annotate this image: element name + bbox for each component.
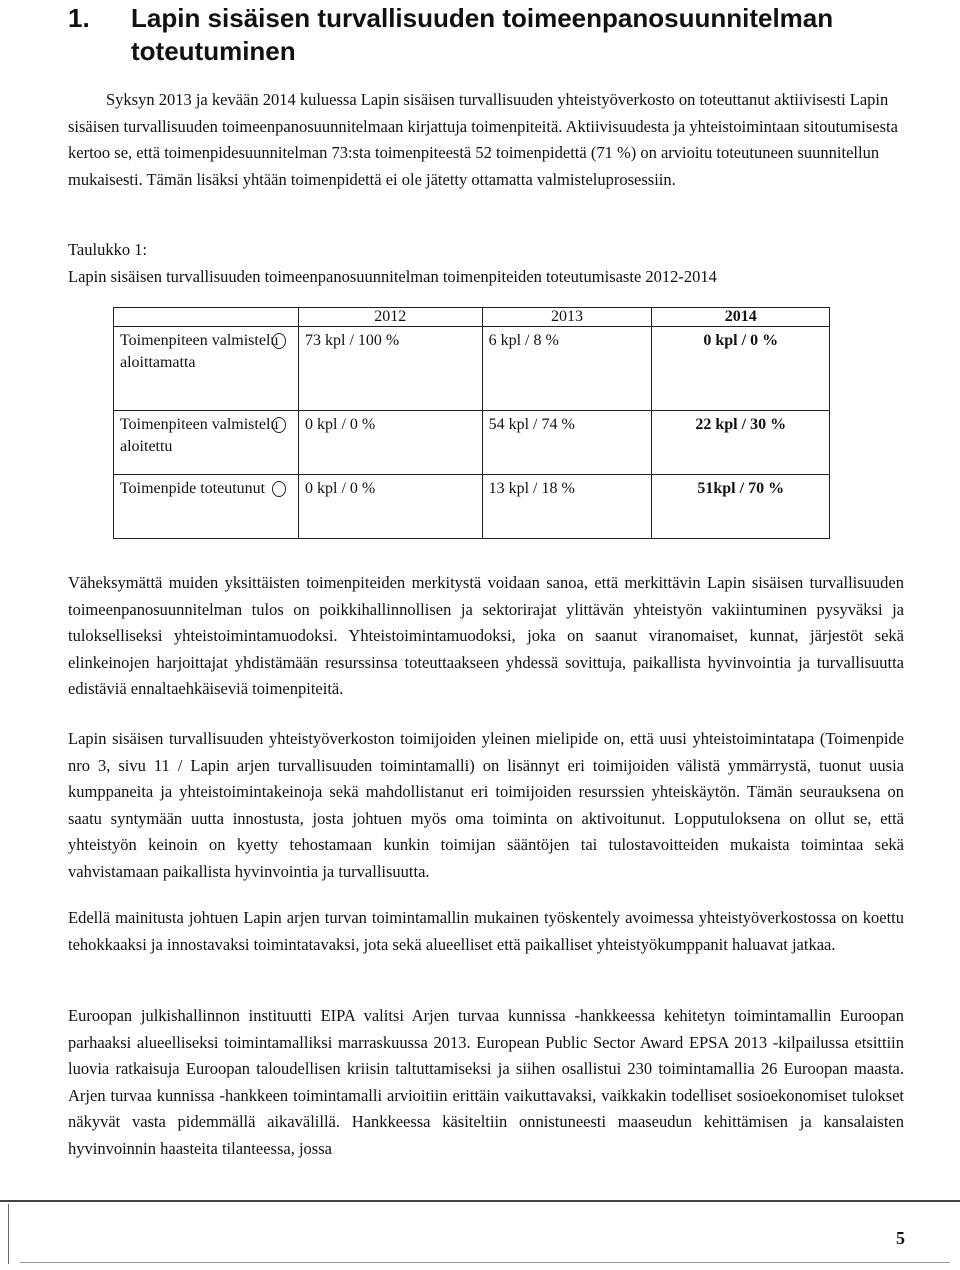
cell-2013: 6 kpl / 8 % bbox=[482, 327, 652, 411]
body-paragraph-2: Lapin sisäisen turvallisuuden yhteistyöverkoston toimijoiden yleinen mielipide on, että uusi yhteistoimintatapa (Toimenpide nro 3, sivu 11 / Lapin arjen turvallisuuden toimintamalli) on lisännyt eri toimijoiden välistä ymmärrystä, tuonut uusia kumppaneita ja yhteistoimintakeinoja sekä mahdollistanut eri toimijoiden resurssien yhteiskäytön. Tämän seurauksena on saatu syntymään uutta innostusta, josta johtuen myös oma toiminta on aktivoitunut. Lopputuloksena on ollut se, että yhteistyön keinoin on kyetty tehostamaan kunkin toimijan sääntöjen tai tulostavoitteiden mukaista toimintaa sekä vahvistamaan paikallista hyvinvointia ja turvallisuutta. bbox=[68, 729, 904, 881]
table-header-row bbox=[114, 308, 830, 327]
cell-2013: 13 kpl / 18 % bbox=[482, 475, 652, 539]
row-label: Toimenpiteen valmistelu aloittamatta bbox=[120, 332, 279, 371]
circle-icon bbox=[272, 333, 286, 349]
row-label-cell bbox=[114, 327, 299, 411]
table-row bbox=[114, 327, 830, 411]
body-paragraph-4: Euroopan julkishallinnon instituutti EIPA valitsi Arjen turvaa kunnissa -hankkeessa kehitetyn toimintamallin Euroopan parhaaksi alueelliseksi toimintamalliksi marraskuussa 2013. European Public Sector Award EPSA 2013 -kilpailussa etsittiin luovia ratkaisuja Euroopan taloudellisen kriisin taltuttamiseksi ja siihen osallistui 230 toimintamallia 26 Euroopan maasta. Arjen turvaa kunnissa -hankkeen toimintamalli arvioitiin erittäin vaikuttavaksi, vaikkakin todelliset sosioekonomiset tulokset näkyvät vasta pidemmällä aikavälillä. Hankkeessa käsiteltiin onnistuneesti maaseudun kehittämisen ja kansalaisten hyvinvoinnin haasteita tilanteessa, jossa bbox=[68, 1006, 904, 1158]
row-label-cell bbox=[114, 475, 299, 539]
cell-2012: 73 kpl / 100 % bbox=[299, 327, 483, 411]
results-table bbox=[113, 307, 830, 539]
table-row bbox=[114, 411, 830, 475]
column-header-2012: 2012 bbox=[299, 308, 483, 327]
intro-paragraph: Syksyn 2013 ja kevään 2014 kuluessa Lapin sisäisen turvallisuuden yhteistyöverkosto on toteuttanut aktiivisesti Lapin sisäisen turvallisuuden toimeenpanosuunnitelmaan kirjattuja toimenpiteitä. Aktiivisuudesta ja yhteistoimintaan sitoutumisesta kertoo se, että toimenpidesuunnitelman 73:sta toimenpiteestä 52 toimenpidettä (71 %) on arvioitu toteutuneen suunnitellun mukaisesti. Tämän lisäksi yhtään toimenpidettä ei ole jätetty ottamatta valmisteluprosessiin. bbox=[68, 90, 898, 189]
cell-2012: 0 kpl / 0 % bbox=[299, 475, 483, 539]
table-caption bbox=[68, 236, 904, 290]
cell-2014: 51kpl / 70 % bbox=[652, 475, 830, 539]
page-number: 5 bbox=[896, 1228, 905, 1248]
body-paragraph-1: Väheksymättä muiden yksittäisten toimenpiteiden merkitystä voidaan sanoa, että merkittävin Lapin sisäisen turvallisuuden toimeenpanosuunnitelman tulos on poikkihallinnollisen ja sektorirajat ylittävän yhteistyön vakiintuminen pysyväksi ja tulokselliseksi yhteistoimintamuodoksi. Yhteistoimintamuodoksi, joka on saanut viranomaiset, kunnat, järjestöt sekä elinkeinojen harjoittajat yhdistämään resurssinsa toteuttaakseen yhdessä sovittuja, paikallista hyvinvointia ja turvallisuutta edistäviä ennaltaehkäiseviä toimenpiteitä. bbox=[68, 573, 904, 698]
table-row bbox=[114, 475, 830, 539]
row-label-cell bbox=[114, 411, 299, 475]
row-label: Toimenpiteen valmistelu aloitettu bbox=[120, 416, 279, 455]
cell-2014: 0 kpl / 0 % bbox=[652, 327, 830, 411]
body-paragraph-3: Edellä mainitusta johtuen Lapin arjen turvan toimintamallin mukainen työskentely avoimessa yhteistyöverkostossa on koettu tehokkaaksi ja innostavaksi toimintatavaksi, jota sekä alueelliset että paikalliset yhteistyökumppanit haluavat jatkaa. bbox=[68, 908, 904, 954]
table-corner-cell bbox=[114, 308, 299, 327]
cell-2013: 54 kpl / 74 % bbox=[482, 411, 652, 475]
table-caption-text: Lapin sisäisen turvallisuuden toimeenpanosuunnitelman toimenpiteiden toteutumisaste 2012-2014 bbox=[68, 267, 717, 286]
footer-bottom-rule bbox=[20, 1262, 950, 1263]
cell-2012: 0 kpl / 0 % bbox=[299, 411, 483, 475]
column-header-2013: 2013 bbox=[482, 308, 652, 327]
section-heading bbox=[68, 2, 948, 68]
section-title: Lapin sisäisen turvallisuuden toimeenpanosuunnitelman toteutuminen bbox=[131, 3, 834, 66]
circle-icon bbox=[272, 481, 286, 497]
section-number: 1. bbox=[68, 3, 90, 33]
circle-icon bbox=[272, 417, 286, 433]
cell-2014: 22 kpl / 30 % bbox=[652, 411, 830, 475]
row-label: Toimenpide toteutunut bbox=[120, 480, 266, 497]
footer-rule bbox=[0, 1200, 960, 1202]
footer-margin-mark bbox=[0, 1204, 9, 1264]
table-caption-label: Taulukko 1: bbox=[68, 240, 148, 259]
column-header-2014: 2014 bbox=[652, 308, 830, 327]
